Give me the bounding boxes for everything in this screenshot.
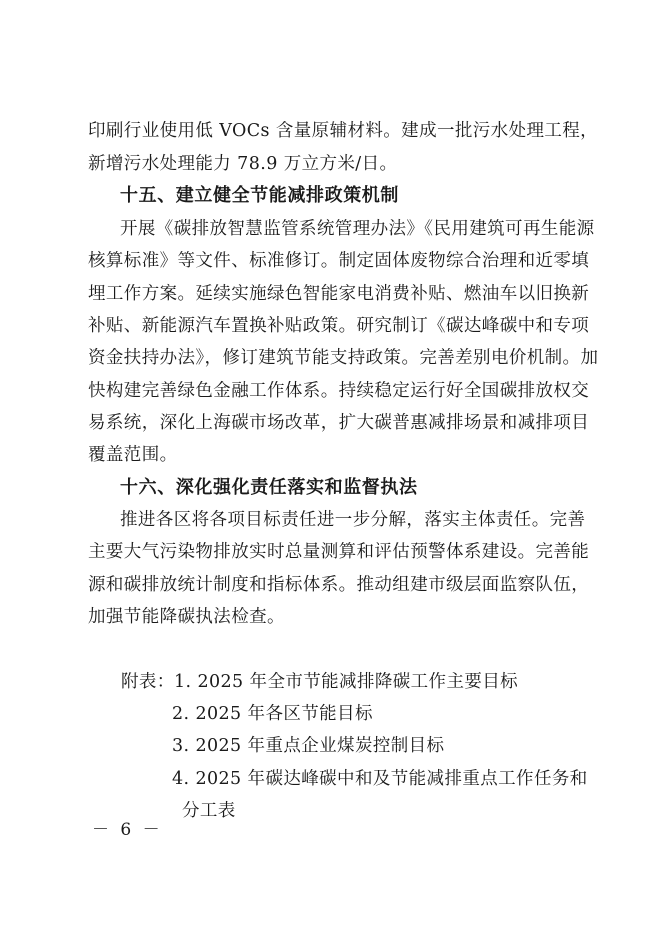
- section-15-heading: 十五、建立健全节能减排政策机制: [120, 185, 399, 206]
- section-16-line-3: 源和碳排放统计制度和指标体系。推动组建市级层面监察队伍，: [88, 575, 590, 595]
- section-16-line-2: 主要大气污染物排放实时总量测算和评估预警体系建设。完善能: [88, 542, 590, 562]
- section-15-line-5: 资金扶持办法》，修订建筑节能支持政策。完善差别电价机制。加: [88, 348, 599, 368]
- appendix-item-3: 3. 2025 年重点企业煤炭控制目标: [172, 736, 445, 756]
- section-15-line-2: 核算标准》等文件、标准修订。制定固体废物综合治理和近零填: [88, 251, 590, 271]
- appendix-item-4-continuation: 分工表: [182, 801, 236, 821]
- section-15-line-7: 易系统，深化上海碳市场改革，扩大碳普惠减排场景和减排项目: [88, 413, 590, 433]
- section-15-line-6: 快构建完善绿色金融工作体系。持续稳定运行好全国碳排放权交: [88, 381, 590, 401]
- section-15-line-8: 覆盖范围。: [88, 445, 178, 465]
- intro-line-1: 印刷行业使用低 VOCs 含量原辅材料。建成一批污水处理工程，: [88, 121, 599, 141]
- appendix-item-4: 4. 2025 年碳达峰碳中和及节能减排重点工作任务和: [172, 769, 588, 789]
- section-15-line-3: 埋工作方案。延续实施绿色智能家电消费补贴、燃油车以旧换新: [88, 284, 590, 304]
- section-16-heading: 十六、深化强化责任落实和监督执法: [120, 477, 418, 498]
- section-15-line-4: 补贴、新能源汽车置换补贴政策。研究制订《碳达峰碳中和专项: [88, 316, 590, 336]
- section-16-line-4: 加强节能降碳执法检查。: [88, 607, 285, 627]
- appendix-item-1: 1. 2025 年全市节能减排降碳工作主要目标: [174, 672, 519, 692]
- intro-line-2: 新增污水处理能力 78.9 万立方米/日。: [88, 154, 398, 174]
- section-16-line-1: 推进各区将各项目标责任进一步分解，落实主体责任。完善: [120, 510, 586, 530]
- section-15-line-1: 开展《碳排放智慧监管系统管理办法》《民用建筑可再生能源: [120, 219, 595, 239]
- appendix-item-2: 2. 2025 年各区节能目标: [172, 704, 373, 724]
- appendix-label: 附表：: [121, 672, 175, 692]
- page-number: － 6 －: [92, 820, 163, 840]
